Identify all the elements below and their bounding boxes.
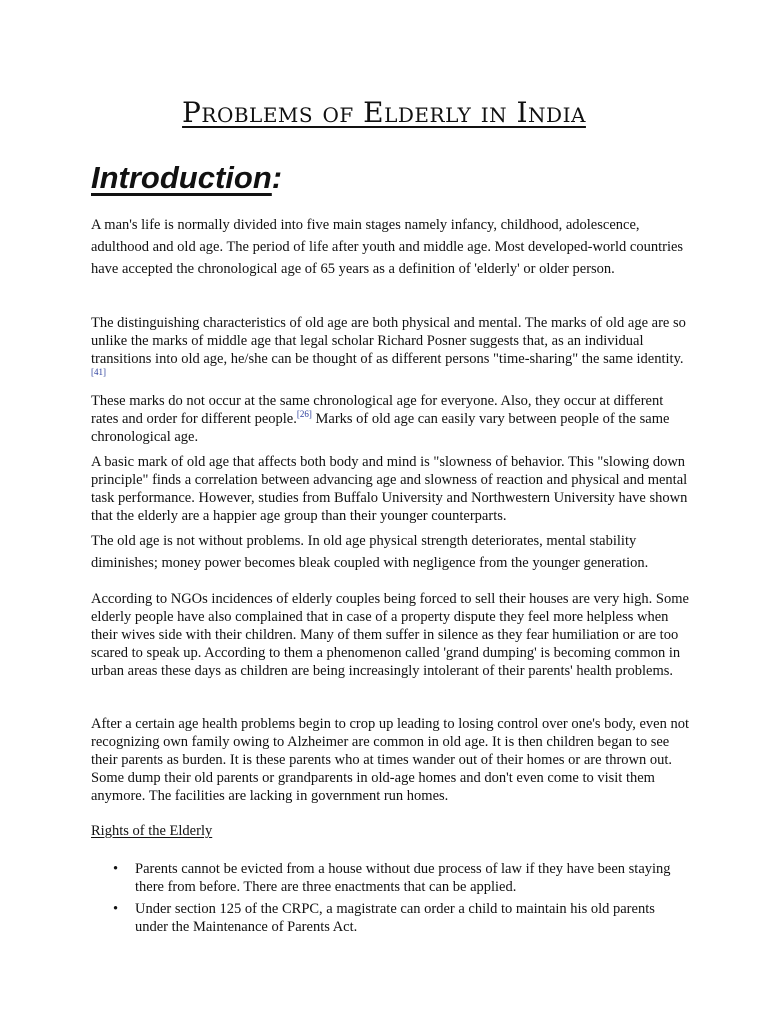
introduction-heading-colon: :: [271, 160, 283, 195]
list-item-text: Parents cannot be evicted from a house without due process of law if they have been staying there from before. There are three enactments that can be applied.: [135, 861, 671, 895]
rights-heading: Rights of the Elderly: [91, 823, 213, 839]
paragraph-2-text: The distinguishing characteristics of old age are both physical and mental. The marks of old age are so unlike the marks of middle age that legal scholar Richard Posner suggests that, as an individual transitions into old age, he/she can be thought of as different persons "time-sharing" the same identity.: [91, 315, 686, 367]
list-item: [91, 900, 691, 936]
citation-26-link[interactable]: [26]: [296, 409, 312, 420]
introduction-heading: [91, 160, 282, 196]
list-item-text: Under section 125 of the CRPC, a magistrate can order a child to maintain his old parents under the Maintenance of Parents Act.: [135, 901, 655, 935]
introduction-heading-text: Introduction: [91, 160, 272, 195]
paragraph-2: [91, 314, 691, 386]
paragraph-3-text-before: These marks do not occur at the same chronological age for everyone. Also, they occur at different rates and order for different people.: [91, 393, 664, 427]
bullet-icon: •: [113, 861, 119, 877]
paragraph-5: The old age is not without problems. In old age physical strength deteriorates, mental stability diminishes; money power becomes bleak coupled with negligence from the younger generation.: [91, 533, 649, 571]
rights-list: [91, 860, 691, 940]
citation-41-link[interactable]: [41]: [91, 367, 106, 378]
paragraph-6: According to NGOs incidences of elderly couples being forced to sell their houses are very high. Some elderly people have also complained that in case of a property dispute they feel more helpless when their wives side with their children. Many of them suffer in silence as they fear humiliation or are too scared to speak up. According to them a phenomenon called 'grand dumping' is becoming common in urban areas these days as children are being increasingly intolerant of their parents' health problems.: [91, 591, 689, 679]
paragraph-1: A man's life is normally divided into five main stages namely infancy, childhood, adolescence, adulthood and old age. The period of life after youth and middle age. Most developed-world countries have accepted the chronological age of 65 years as a definition of 'elderly' or older person.: [91, 217, 684, 277]
paragraph-4: A basic mark of old age that affects both body and mind is "slowness of behavior. This "slowing down principle" finds a correlation between advancing age and slowness of reaction and physical and mental task performance. However, studies from Buffalo University and Northwestern University have shown that the elderly are a happier age group than their younger counterparts.: [91, 454, 688, 524]
paragraph-3-text-after: Marks of old age can easily vary between people of the same chronological age.: [91, 411, 670, 445]
page-title: Problems of Elderly in India: [182, 96, 586, 129]
paragraph-3: [91, 392, 691, 446]
list-item: [91, 860, 691, 896]
paragraph-7: After a certain age health problems begin to crop up leading to losing control over one's body, even not recognizing own family owing to Alzheimer are common in old age. It is then children began to see their parents as burden. It is these parents who at times wander out of their homes or are thrown out. Some dump their old parents or grandparents in old-age homes and don't even come to visit them anymore. The facilities are lacking in government run homes.: [91, 716, 690, 804]
bullet-icon: •: [113, 901, 119, 917]
